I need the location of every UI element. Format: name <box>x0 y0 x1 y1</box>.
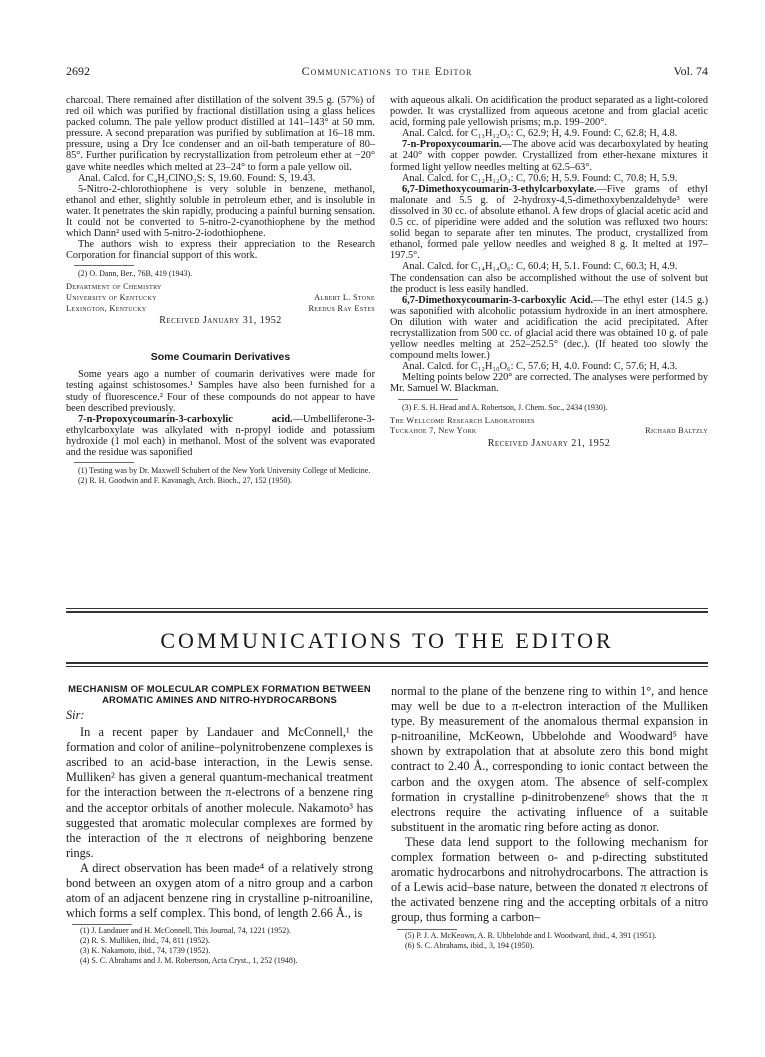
paragraph: A direct observation has been made⁴ of a relatively strong bond between an oxygen atom of a nitro group and a carbon atom of an adjacent benzene ring in crystalline p-nitroaniline, which forms a self complex. This bond, of length 2.66 Å., is <box>66 860 373 921</box>
footnote: (5) P. J. A. McKeown, A. R. Ubbelohde and I. Woodward, ibid., 4, 391 (1951). <box>405 930 657 940</box>
paragraph-text: —Five grams of ethyl malonate and 5.5 g. of 2-hydroxy-4,5-dimethoxybenzaldehyde³ were dissolved in 30 cc. of absolute ethanol. A few drops of glacial acetic acid and 0.5 cc. of piperidine were added and the solution was refluxed two hours: solid began to separate after ten minutes. The product, crystallized from ethanol, formed pale yellow needles and weighed 8 g. It melted at 197–197.5°. <box>390 183 708 262</box>
banner-rule <box>66 662 708 664</box>
section-title: Some Coumarin Derivatives <box>150 351 291 364</box>
paragraph-text: —The ethyl ester (14.5 g.) was saponified with alcoholic potassium hydroxide in an inert atmosphere. On dilution with water and acidification the acid precipitated. After recrystallization from 500 cc. of glacial acid there was obtained 10 g. of pale yellow needles melting at 252–252.5° (dec.). (If heated too slowly the compound melts lower.) <box>390 294 709 362</box>
paragraph: 5-Nitro-2-chlorothiophene is very soluble in benzene, methanol, ethanol and ether, slightly soluble in petroleum ether, and is insoluble in water. It penetrates the skin rapidly, producing a painful burning sensation. It could not be converted to 5-nitro-2-cyanothiophene by the method which Dann² used with 5-nitro-2-iodothiophene. <box>66 183 375 240</box>
affiliation-university: University of Kentucky <box>66 293 157 302</box>
affiliation-block <box>390 416 708 437</box>
compound-heading: 6,7-Dimethoxycoumarin-3-ethylcarboxylate. <box>402 183 597 195</box>
paragraph: Anal. Calcd. for C₁₃H₁₂O₅: C, 62.9; H, 4.9. Found: C, 62.8; H, 4.8. <box>402 128 678 140</box>
footnote: (6) S. C. Abrahams, ibid., 3, 194 (1950). <box>405 940 535 950</box>
page-header <box>66 64 708 78</box>
footnote: (3) F. S. H. Head and A. Robertson, J. Chem. Soc., 2434 (1930). <box>402 402 608 412</box>
page-number: 2692 <box>66 64 90 78</box>
paragraph: charcoal. There remained after distillation of the solvent 39.5 g. (57%) of red oil which was purified by fractional distillation using a glass helices packed column. The pale yellow product distilled at 141–143° at 50 mm. pressure. A second preparation was purified by sublimation at 16–18 mm. pressure, using a Dry Ice condenser and an oil-bath temperature of 80–85°. Further purification by recrystallization from petroleum ether at −20° gave white needles which melted at 23–24° to form a pale yellow oil. <box>66 95 375 173</box>
right-column <box>390 95 708 449</box>
compound-heading: 6,7-Dimethoxycoumarin-3-carboxylic Acid. <box>402 294 594 306</box>
footnote: (3) K. Nakamoto, ibid., 74, 1739 (1952). <box>80 946 211 956</box>
affiliation-city: Lexington, Kentucky <box>66 303 147 313</box>
paragraph: Anal. Calcd. for C₁₂H₁₀O₆: C, 57.6; H, 4.0. Found: C, 57.6; H, 4.3. <box>402 361 678 373</box>
paragraph: Anal. Calcd. for C₄H₂ClNO₂S: S, 19.60. Found: S, 19.43. <box>78 172 316 184</box>
section-banner: COMMUNICATIONS TO THE EDITOR <box>160 628 614 653</box>
paragraph: Melting points below 220° are corrected. The analyses were performed by Mr. Samuel W. Blackman. <box>390 372 708 395</box>
footnote: (4) S. C. Abrahams and J. M. Robertson, Acta Cryst., 1, 252 (1948). <box>80 956 298 966</box>
footnote: (1) Testing was by Dr. Maxwell Schubert of the New York University College of Medicine. <box>78 466 371 476</box>
affiliation-city: Tuckahoe 7, New York <box>390 426 477 436</box>
paragraph: Some years ago a number of coumarin derivatives were made for testing against schistosomes.¹ Samples have also been furnished for a study of fluorescence.² Four of these compounds do not appear to have been described previously. <box>66 369 375 414</box>
paragraph: Anal. Calcd. for C₁₄H₁₄O₆: C, 60.4; H, 5.1. Found: C, 60.3; H, 4.9. <box>402 261 678 273</box>
affiliation-block <box>66 282 375 314</box>
compound-heading: 7-n-Propoxycoumarin. <box>402 139 502 151</box>
paragraph: with aqueous alkali. On acidification the product separated as a light-colored powder. It was crystallized from aqueous acetone and from glacial acetic acid, forming pale yellowish prisms; m.p. 199–200°. <box>390 95 708 129</box>
compound-heading: 7-n-Propoxycoumarin-3-carboxylic acid. <box>78 413 293 425</box>
paragraph: The authors wish to express their appreciation to the Research Corporation for financial support of this work. <box>66 239 375 262</box>
salutation: Sir: <box>66 708 85 722</box>
author-name: Richard Baltzly <box>645 426 708 436</box>
running-title: Communications to the Editor <box>301 64 473 78</box>
received-date: Received January 21, 1952 <box>487 437 611 449</box>
article-title: MECHANISM OF MOLECULAR COMPLEX FORMATION BETWEEN AROMATIC AMINES AND NITRO-HYDROCARBONS <box>68 683 371 705</box>
paragraph: normal to the plane of the benzene ring to within 1°, and hence may well be due to a π-electron interaction of the Mulliken type. By measurement of the anomalous thermal expansion in p-nitroaniline, McKeown, Ubbelohde and Woodward⁵ have shown by extrapolation that at absolute zero this bond might contract to 2.40 Å., corresponding to ionic contact between the carbon and the oxygen atom. The absence of self-complex formation in crystalline p-dinitrobenzene⁶ shows that the π electrons require the activating influence of a suitable substituent in the aromatic ring before acting as donor. <box>391 684 708 834</box>
volume-label: Vol. 74 <box>673 64 708 78</box>
footnote-rule <box>398 399 458 400</box>
paragraph: In a recent paper by Landauer and McConnell,¹ the formation and color of aniline–polynitrobenzene complexes is ascribed to an acid-base interaction, in the Lewis sense. Mulliken² has given a general quantum-mechanical treatment for the interaction between the π-electrons of a benzene ring and the acceptor orbitals of another molecule. Nakamoto³ has suggested that aromatic molecular complexes are formed by the interaction of the π electrons of neighboring benzene rings. <box>66 725 373 860</box>
footnote-rule <box>397 929 457 930</box>
banner-rule <box>66 666 708 667</box>
footnote-rule <box>72 924 132 925</box>
paragraph: These data lend support to the following mechanism for complex formation between o- and p-directing substituted aromatic hydrocarbons and nitrohydrocarbons. The attraction is of a Lewis acid–base nature, between the donated π electrons of the activated benzene ring and the accepting orbitals of a nitro group, thus forming a carbon– <box>391 834 708 925</box>
footnote: (1) J. Landauer and H. McConnell, This Journal, 74, 1221 (1952). <box>80 926 291 936</box>
paragraph: Anal. Calcd. for C₁₂H₁₂O₃: C, 70.6; H, 5.9. Found: C, 70.8; H, 5.9. <box>402 172 678 184</box>
banner-top-rule <box>66 608 708 613</box>
author-name: Reedus Ray Estes <box>308 303 375 313</box>
footnote-rule <box>74 462 134 463</box>
affiliation-lab: The Wellcome Research Laboratories <box>390 415 535 425</box>
author-name: Albert L. Stone <box>314 293 375 302</box>
affiliation-department: Department of Chemistry <box>66 282 162 292</box>
article-right-column <box>391 684 708 951</box>
footnote: (2) R. S. Mulliken, ibid., 74, 811 (1952). <box>80 936 210 946</box>
received-date: Received January 31, 1952 <box>159 315 282 327</box>
paragraph: The condensation can also be accomplished without the use of solvent but the product is less easily handled. <box>390 272 708 295</box>
footnote: (2) O. Dann, Ber., 76B, 419 (1943). <box>78 269 193 279</box>
left-column <box>66 95 375 486</box>
paragraph-text: —Umbelliferone-3-ethylcarboxylate was alkylated with n-propyl iodide and potassium hydroxide (1 mol each) in methanol. Most of the solvent was evaporated and the residue was saponified <box>66 413 375 459</box>
footnote: (2) R. H. Goodwin and F. Kavanagh, Arch. Bioch., 27, 152 (1950). <box>78 476 292 486</box>
footnote-rule <box>74 265 134 266</box>
paragraph-text: —The above acid was decarboxylated by heating at 240° with copper powder. Crystallized from ether-hexane mixtures it formed light yellow needles melting at 62.5–63°. <box>390 139 708 173</box>
article-left-column <box>66 684 373 966</box>
